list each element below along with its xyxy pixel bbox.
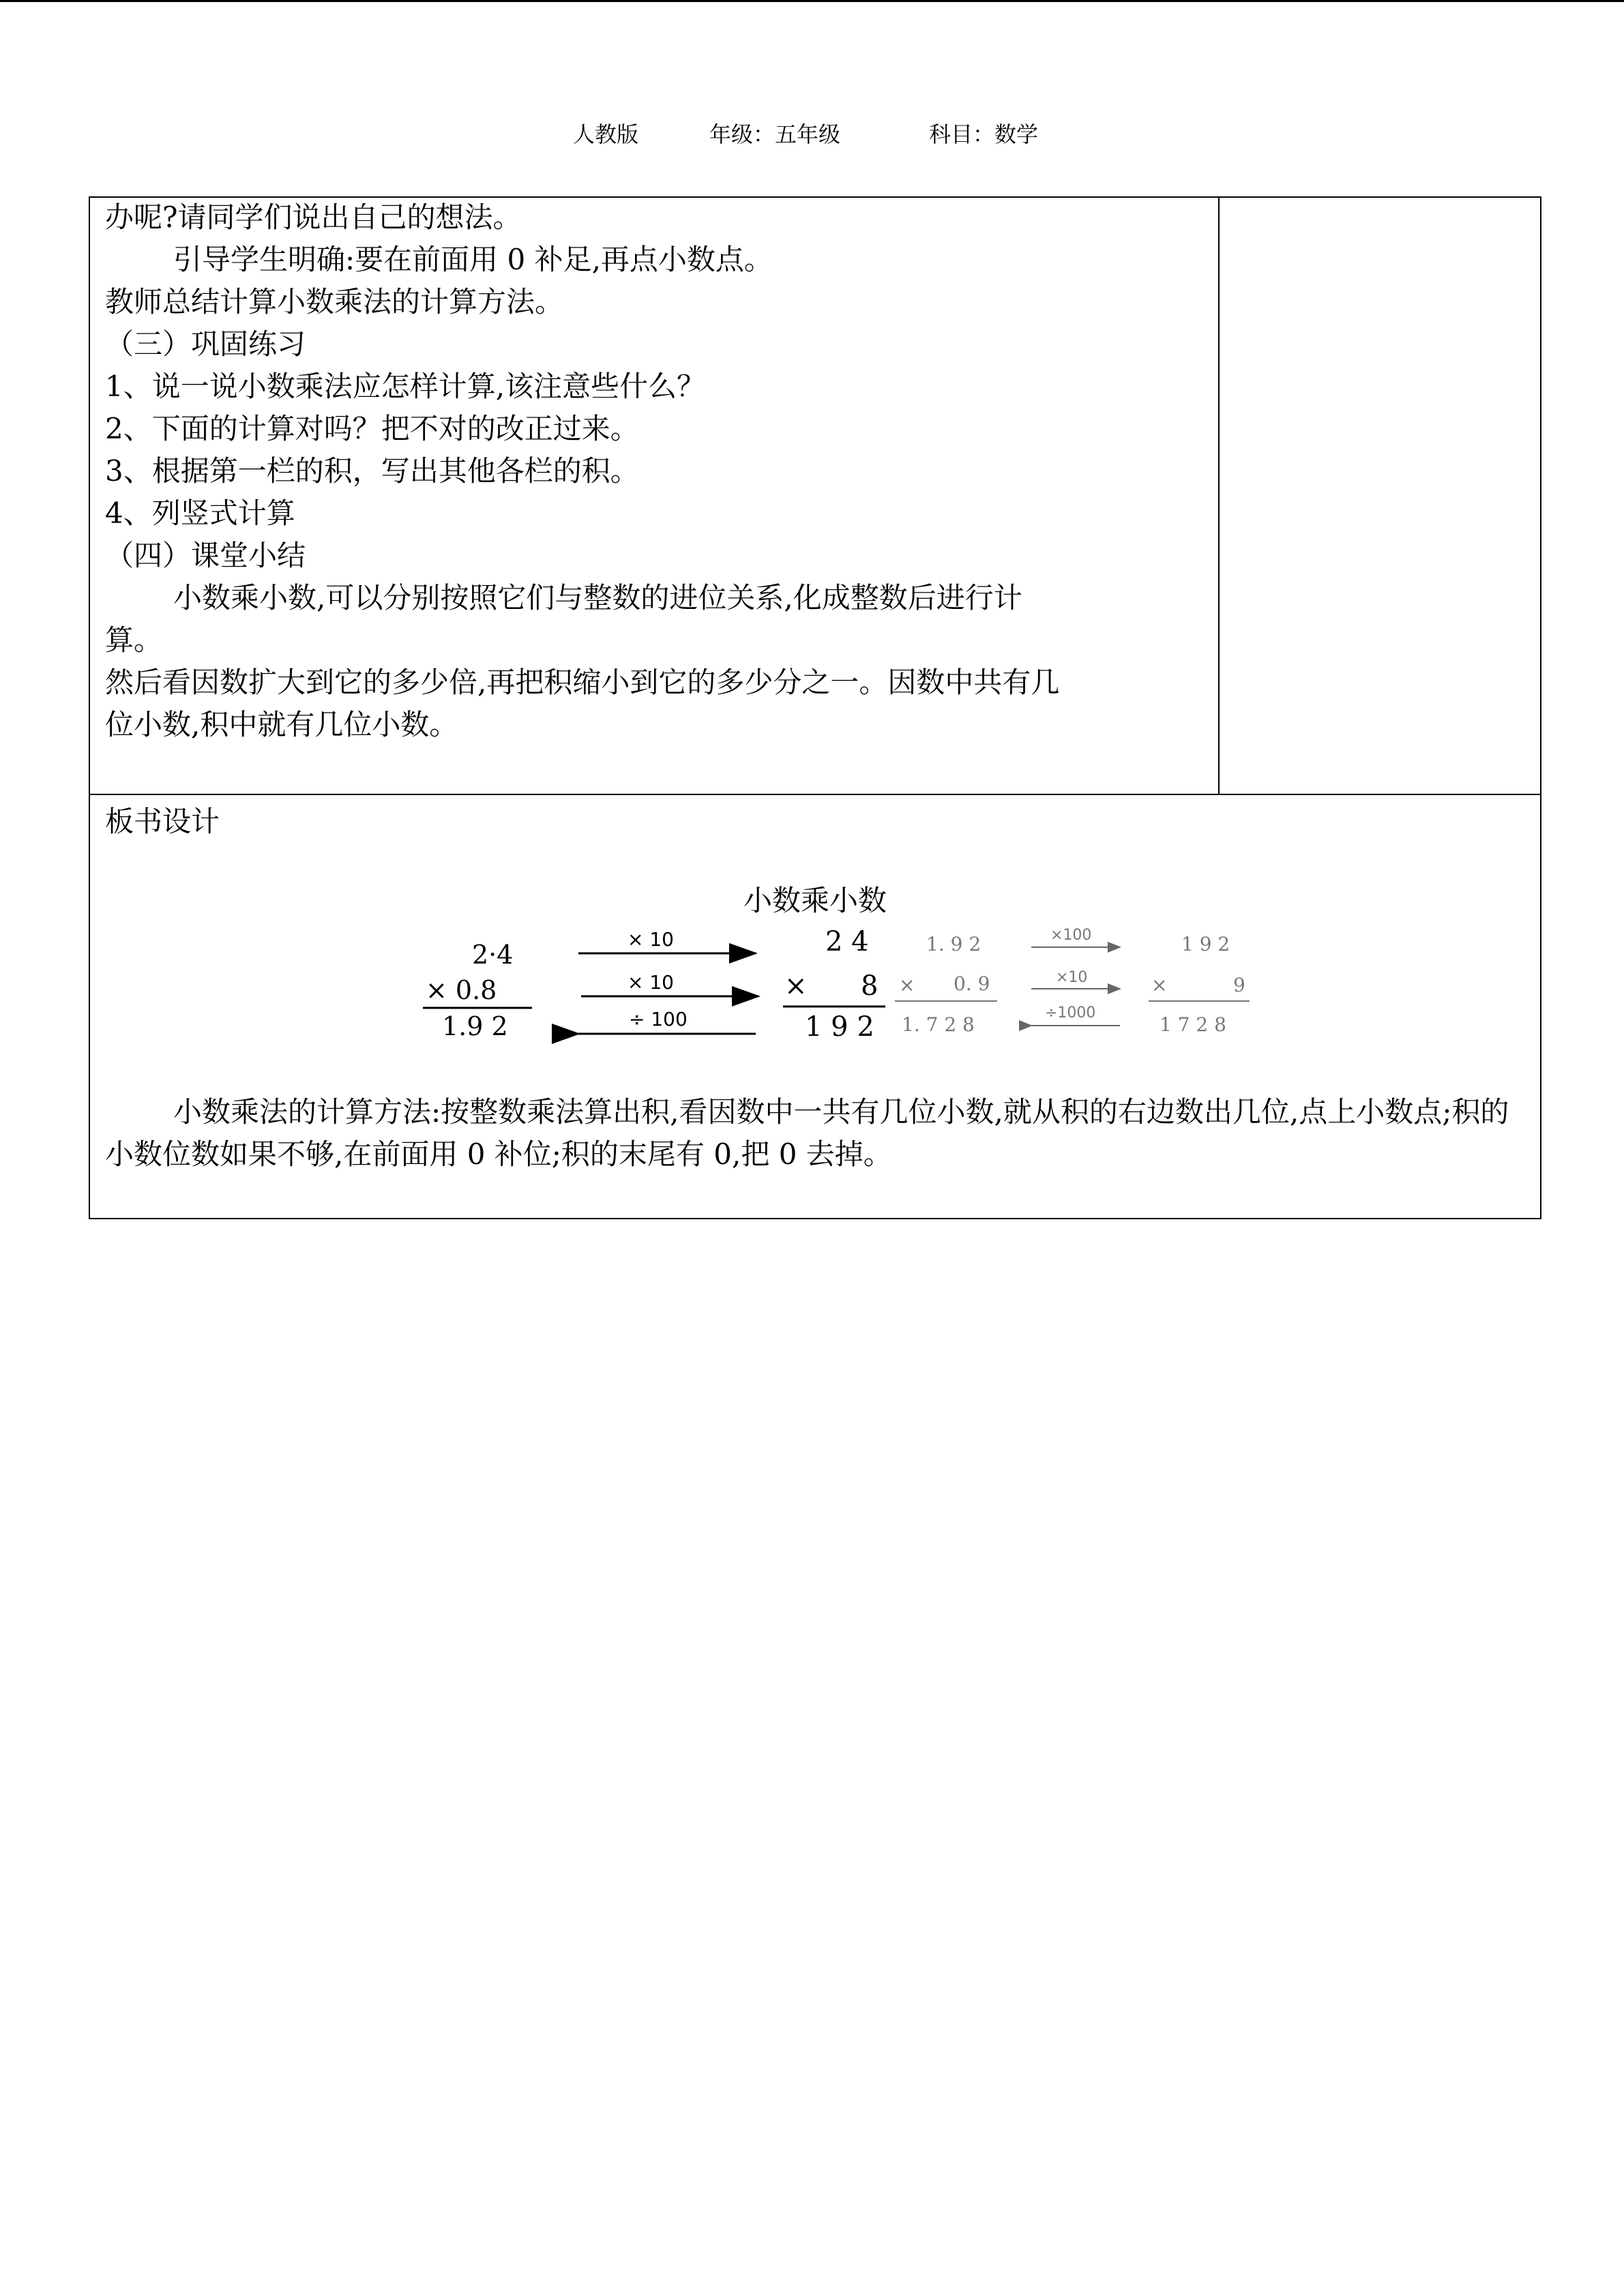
ex2-integer-product: 1 7 2 8 — [1160, 1013, 1226, 1036]
board-design-cell — [90, 795, 1540, 1218]
exercise-item: 1、说一说小数乘法应怎样计算,该注意些什么？ — [105, 370, 706, 403]
ex1-arrow3-label: ÷ 100 — [629, 1008, 688, 1030]
notes-cell — [1220, 198, 1541, 795]
section-heading: （四）课堂小结 — [105, 539, 306, 572]
page-header — [0, 117, 1624, 151]
text-line: 引导学生明确:要在前面用 0 补足,再点小数点。 — [173, 243, 773, 276]
ex2-decimal-product: 1. 7 2 8 — [902, 1013, 975, 1036]
ex2-arrow1-label: ×100 — [1050, 927, 1092, 944]
ex1-integer-factor2: 8 — [861, 970, 879, 1002]
ex1-decimal-factor2: × 0.8 — [426, 975, 497, 1005]
ex1-integer-factor1: 2 4 — [825, 926, 869, 957]
ex2-decimal-factor1: 1. 9 2 — [926, 933, 981, 955]
ex2-integer-sign: × — [1151, 974, 1168, 996]
text-line: 然后看因数扩大到它的多少倍,再把积缩小到它的多少分之一。因数中共有几 — [105, 666, 1060, 699]
exercise-item: 3、根据第一栏的积，写出其他各栏的积。 — [105, 454, 639, 488]
text-line: 算。 — [105, 623, 163, 657]
text-line: 位小数,积中就有几位小数。 — [105, 708, 458, 741]
ex2-arrow2-label: ×10 — [1056, 969, 1088, 986]
ex1-integer-product: 1 9 2 — [805, 1011, 874, 1043]
ex2-integer-factor2: 9 — [1233, 974, 1245, 996]
lesson-plan-table — [89, 196, 1541, 1219]
ex1-integer-sign: × — [784, 970, 808, 1002]
ex1-decimal-factor1: 2·4 — [472, 940, 514, 970]
ex2-decimal-sign: × — [899, 974, 915, 996]
exercise-item: 4、列竖式计算 — [105, 496, 295, 530]
board-summary: 小数乘法的计算方法:按整数乘法算出积,看因数中一共有几位小数,就从积的右边数出几位,点上小数点;积的小数位数如果不够,在前面用 0 补位;积的末尾有 0,把 0 去掉。 — [105, 1095, 1509, 1171]
exercise-item: 2、下面的计算对吗？把不对的改正过来。 — [105, 412, 639, 445]
ex2-decimal-factor2: 0. 9 — [954, 972, 990, 995]
header-grade: 年级：五年级 — [709, 121, 841, 147]
text-line: 教师总结计算小数乘法的计算方法。 — [105, 285, 564, 318]
text-line: 办呢?请同学们说出自己的想法。 — [105, 200, 522, 234]
ex2-integer-factor1: 1 9 2 — [1181, 933, 1230, 955]
ex1-arrow2-label: × 10 — [628, 971, 674, 994]
section-heading: （三）巩固练习 — [105, 327, 306, 361]
board-title: 小数乘小数 — [743, 884, 887, 917]
page-top-rule — [0, 0, 1624, 2]
header-publisher: 人教版 — [573, 121, 639, 147]
board-label: 板书设计 — [105, 805, 220, 838]
ex1-decimal-product: 1.9 2 — [442, 1011, 508, 1041]
ex2-arrow3-label: ÷1000 — [1045, 1004, 1096, 1022]
teaching-process-cell — [90, 198, 1220, 795]
ex1-arrow1-label: × 10 — [628, 928, 674, 951]
header-subject: 科目：数学 — [929, 121, 1039, 147]
text-line: 小数乘小数,可以分别按照它们与整数的进位关系,化成整数后进行计 — [173, 581, 1022, 614]
